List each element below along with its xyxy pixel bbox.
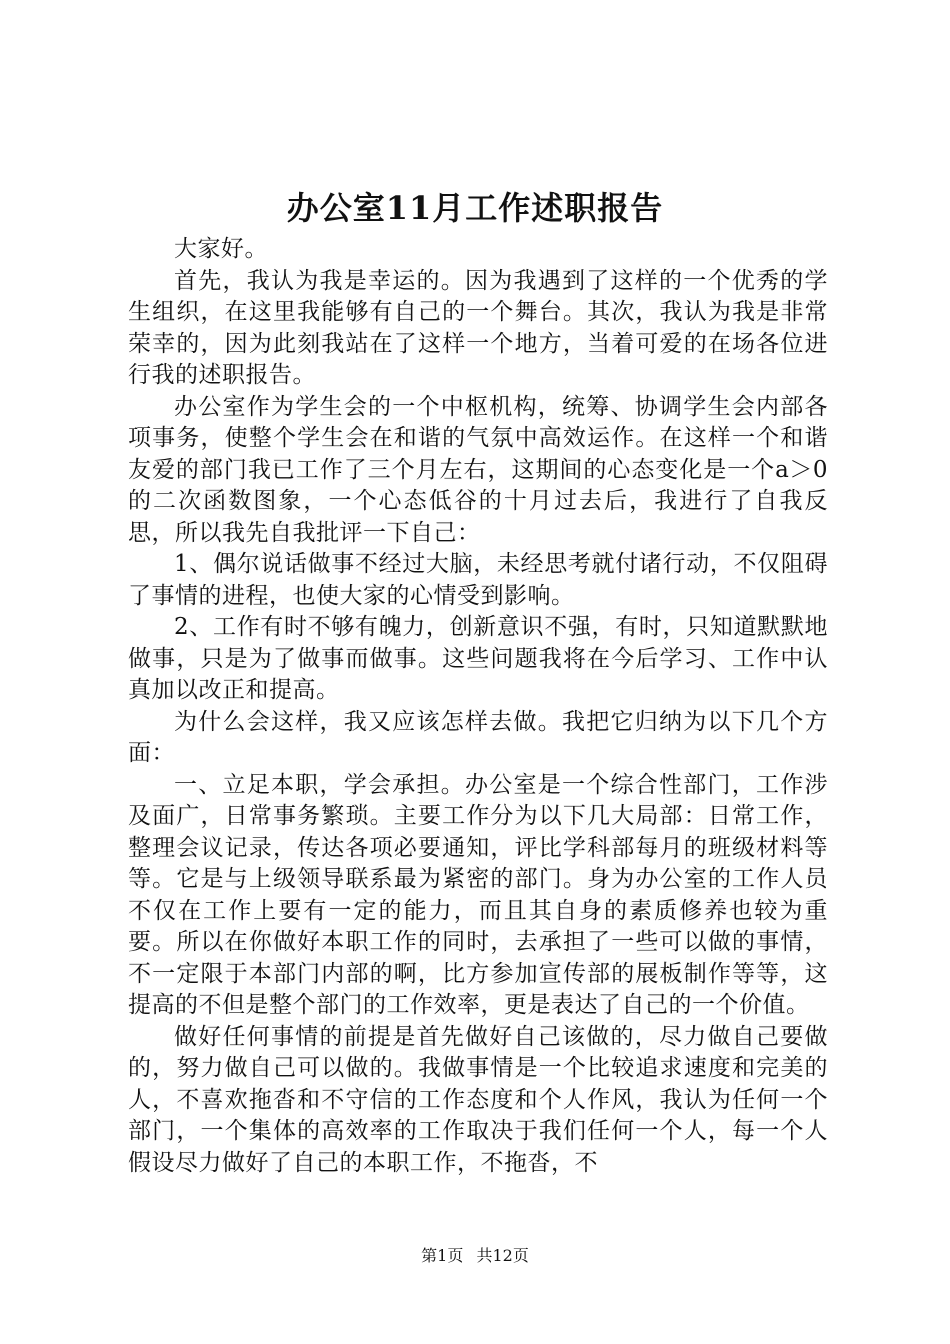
paragraph-premise: 做好任何事情的前提是首先做好自己该做的，尽力做自己要做的，努力做自己可以做的。我做事情是一个比较追求速度和完美的人，不喜欢拖沓和不守信的工作态度和个人作风，我认为任何一个部门，一个集体的高效率的工作取决于我们任何一个人，每一个人假设尽力做好了自己的本职工作，不拖沓，不: [128, 1023, 828, 1176]
paragraph-office-role: 办公室作为学生会的一个中枢机构，统筹、协调学生会内部各项事务，使整个学生会在和谐的气氛中高效运作。在这样一个和谐友爱的部门我已工作了三个月左右，这期间的心态变化是一个a＞0的二次函数图象，一个心态低谷的十月过去后，我进行了自我反思，所以我先自我批评一下自己：: [128, 393, 828, 546]
page-number: 第1页: [421, 1246, 464, 1265]
paragraph-point-1: 1、偶尔说话做事不经过大脑，未经思考就付诸行动，不仅阻碍了事情的进程，也使大家的心情受到影响。: [128, 551, 828, 609]
paragraph-intro: 首先，我认为我是幸运的。因为我遇到了这样的一个优秀的学生组织，在这里我能够有自己的一个舞台。其次，我认为我是非常荣幸的，因为此刻我站在了这样一个地方，当着可爱的在场各位进行我的述职报告。: [128, 267, 828, 388]
paragraph-reflection: 为什么会这样，我又应该怎样去做。我把它归纳为以下几个方面：: [128, 708, 828, 766]
document-body: [128, 234, 828, 1179]
paragraph-greeting: 大家好。: [174, 236, 268, 262]
paragraph-point-2: 2、工作有时不够有魄力，创新意识不强，有时，只知道默默地做事，只是为了做事而做事。这些问题我将在今后学习、工作中认真加以改正和提高。: [128, 614, 828, 703]
document-title: 办公室11月工作述职报告: [286, 189, 664, 227]
paragraph-section-1: 一、立足本职，学会承担。办公室是一个综合性部门，工作涉及面广，日常事务繁琐。主要工作分为以下几大局部：日常工作，整理会议记录，传达各项必要通知，评比学科部每月的班级材料等等。它是与上级领导联系最为紧密的部门。身为办公室的工作人员不仅在工作上要有一定的能力，而且其自身的素质修养也较为重要。所以在你做好本职工作的同时，去承担了一些可以做的事情，不一定限于本部门内部的啊，比方参加宣传部的展板制作等等，这提高的不但是整个部门的工作效率，更是表达了自己的一个价值。: [128, 771, 828, 1018]
page-footer: [0, 1244, 950, 1268]
page-total: 共12页: [476, 1246, 529, 1265]
